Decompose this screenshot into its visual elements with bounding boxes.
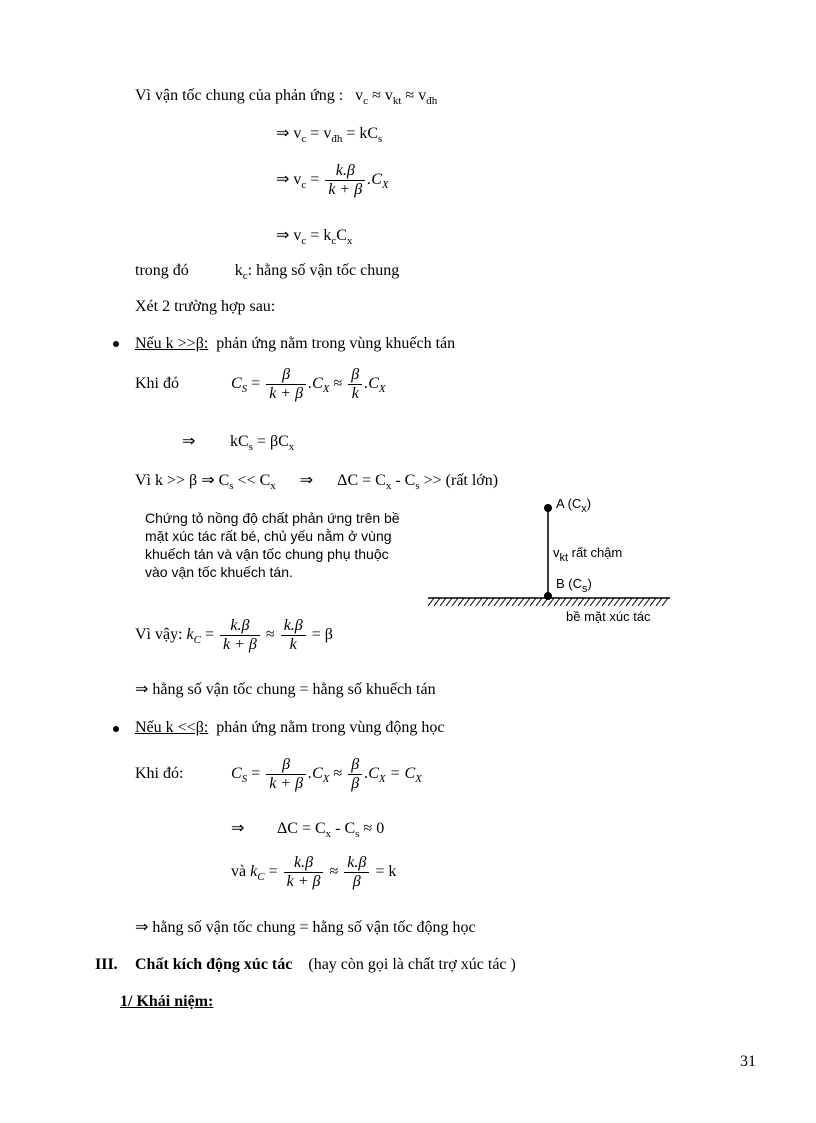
label-b: B $(C_s)$ [556, 576, 592, 595]
conclusion-2: ⇒ hằng số vận tốc chung = hằng số vận tốc động học [135, 919, 476, 936]
conclusion-1: ⇒ hằng số vận tốc chung = hằng số khuếch tán [135, 681, 436, 698]
bullet [113, 726, 119, 732]
eq-vc-vdh: ⇒ $v_c = v_{đh} = kC_s$ [276, 125, 383, 145]
vivay: Vì vậy: $k_C$ = $\frac{k.\beta}{k + \beta}$ ≈ $\frac{k.\beta}{k}$ = β [135, 616, 333, 653]
label-surface: bề mặt xúc tác [566, 609, 651, 624]
eq-vc-fraction: ⇒ $v_c$ = $\frac{k.\beta}{k + \beta}$ $.C_X$ [276, 161, 389, 198]
subsection-heading: 1/ Khái niệm: [120, 993, 214, 1010]
point-a [544, 504, 552, 512]
kcs-eq: ⇒ $kC_s = \beta C_x$ [182, 433, 295, 453]
vik-line: Vì k >> β ⇒ $C_s << C_x$ ⇒ $\Delta C = C_x - C_s$ >> (rất lớn) [135, 472, 499, 492]
delta-c-zero: ⇒ $\Delta C = C_x - C_s \approx 0$ [231, 820, 385, 840]
khido1: Khi đó $C_S$ = $\frac{\beta}{k + \beta}$ $.C_X$ ≈ $\frac{\beta}{k}$ $.C_X$ [135, 365, 386, 402]
label-vkt: $v_{kt}$ rất chậm [553, 545, 623, 564]
eq-vc-kc: ⇒ $v_c = k_cC_x$ [276, 227, 353, 247]
section-heading: III. Chất kích động xúc tác (hay còn gọi là chất trợ xúc tác ) [95, 956, 516, 973]
line-trong-do: trong đó $k_c$: hằng số vận tốc chung [135, 262, 400, 282]
case2: Nếu k <<β: phản ứng nằm trong vùng động học [135, 719, 445, 736]
page-number: 31 [740, 1053, 756, 1070]
note-text: Chứng tỏ nồng độ chất phản ứng trên bề mặt xúc tác rất bé, chủ yếu nằm ở vùng khuếch tán và vận tốc chung phụ thuộc vào vận tốc khuếch tán. [145, 510, 400, 580]
va-kc: và $k_C$ = $\frac{k.\beta}{k + \beta}$ ≈ $\frac{k.\beta}{\beta}$ = k [231, 853, 397, 890]
label-a: A $(C_x)$ [556, 496, 592, 515]
diffusion-diagram [428, 498, 673, 608]
khido2: Khi đó: $C_S$ = $\frac{\beta}{k + \beta}$ $.C_X$ ≈ $\frac{\beta}{\beta}$ $.C_X = C_X$ [135, 755, 422, 792]
bullet [113, 341, 119, 347]
line-xet: Xét 2 trường hợp sau: [135, 298, 276, 315]
line-velocity: Vì vận tốc chung của phản ứng : $v_c \approx v_{kt} \approx v_{đh}$ [135, 87, 438, 107]
case1: Nếu k >>β: phản ứng nằm trong vùng khuếch tán [135, 335, 456, 352]
